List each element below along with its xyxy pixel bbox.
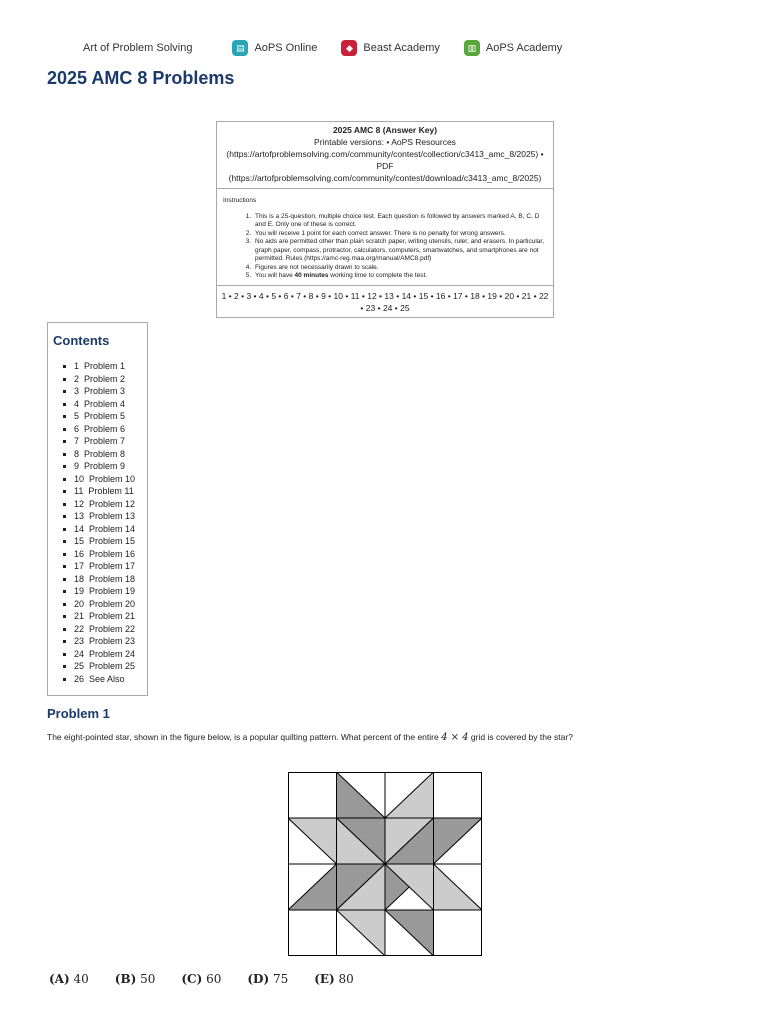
nav-link-label: AoPS Online [254, 42, 318, 54]
toc-item-number: 10 [74, 473, 85, 484]
problem-link-20[interactable]: 20 [504, 290, 515, 301]
choice-value: 40 [69, 972, 89, 986]
star-triangle [337, 772, 386, 818]
problem-link-19[interactable]: 19 [487, 290, 497, 301]
aops-online-icon: ▤ [232, 40, 248, 56]
toc-item-number: 3 [74, 386, 80, 396]
toc-item[interactable] [74, 498, 147, 511]
toc-item-label: Problem 2 [84, 373, 126, 384]
problem-link-23[interactable]: 23 [365, 302, 376, 313]
instruction-item: 3. No aids are permitted other than plain scratch paper, writing utensils, ruler, and erasers. In particular, graph paper, compass, protractor, calculators, computers, smartwatches, and smartphones are not permitted. Rules (https://amc-reg.maa.org/manual/AMC8.pdf) [253, 238, 547, 264]
nav-link-label: AoPS Academy [485, 42, 563, 54]
choice-value: 50 [136, 972, 156, 986]
instruction-item: 1. This is a 25-question, multiple choice test. Each question is followed by answers marked A, B, C, D and E. Only one of these is correct. [253, 213, 547, 230]
top-navigation [83, 38, 586, 58]
toc-item-number: 2 [74, 373, 80, 384]
toc-item[interactable] [74, 548, 147, 561]
problem-link-24[interactable]: 24 [382, 302, 393, 313]
aops-academy-icon: ▥ [464, 40, 480, 56]
problem-1-heading: Problem 1 [47, 706, 110, 721]
answer-choice [247, 972, 288, 986]
star-triangle [288, 818, 337, 864]
separator-bullet: • [445, 290, 454, 301]
toc-item-label: Problem 6 [84, 423, 126, 434]
problem-link-12[interactable]: 12 [367, 290, 377, 301]
problem-math: 4 × 4 [441, 732, 469, 743]
nav-link-aops-online[interactable] [232, 40, 317, 56]
toc-item-label: Problem 19 [89, 586, 136, 596]
toc-item-number: 7 [74, 436, 80, 446]
toc-item-number: 12 [74, 498, 85, 509]
instructions-block [217, 189, 553, 286]
separator-bullet: • [531, 290, 539, 301]
star-triangle [385, 910, 434, 956]
toc-item-number: 13 [74, 511, 85, 521]
toc-item[interactable] [74, 660, 147, 673]
problem-link-8[interactable]: 8 [308, 290, 314, 301]
toc-item[interactable] [74, 510, 147, 523]
answer-choice [314, 972, 354, 986]
toc-title: Contents [53, 333, 110, 348]
answer-key-link[interactable]: Answer Key [385, 125, 435, 135]
toc-item-label: Problem 13 [89, 511, 136, 521]
toc-item-number: 4 [74, 398, 80, 409]
toc-item[interactable] [74, 535, 147, 548]
instruction-text: You will have [255, 272, 295, 279]
toc-item-label: Problem 12 [89, 498, 136, 509]
problem-text-part: The eight-pointed star, shown in the figure below, is a popular quilting pattern. What percent of the entire [47, 732, 442, 742]
toc-item-label: Problem 8 [84, 448, 126, 459]
toc-item-label: Problem 3 [84, 386, 126, 396]
toc-item-label: Problem 21 [89, 611, 136, 621]
toc-item-number: 23 [74, 636, 85, 646]
toc-item-number: 17 [74, 561, 85, 571]
problem-link-3[interactable]: 3 [246, 290, 252, 301]
toc-item-number: 19 [74, 586, 85, 596]
toc-item[interactable] [74, 360, 147, 373]
toc-item-label: Problem 7 [84, 436, 126, 446]
separator-bullet: • [392, 302, 401, 313]
separator-bullet: • [375, 302, 383, 313]
toc-item[interactable] [74, 648, 147, 661]
infobox-title [221, 124, 549, 136]
separator-bullet: • [288, 290, 297, 301]
separator-bullet: • [325, 290, 334, 301]
toc-item-number: 15 [74, 536, 85, 546]
separator-bullet: • [479, 290, 488, 301]
separator-bullet: • [300, 290, 309, 301]
problem-link-9[interactable]: 9 [321, 290, 326, 301]
toc-item-label: Problem 22 [89, 623, 136, 634]
toc-item-number: 9 [74, 461, 80, 471]
nav-link-aops-academy[interactable] [464, 40, 562, 56]
toc-item-label: Problem 14 [89, 523, 136, 534]
choice-letter: (E) [314, 972, 335, 986]
problem-link-11[interactable]: 11 [350, 290, 360, 301]
toc-list [48, 360, 147, 685]
instruction-time: 40 minutes [294, 272, 329, 279]
toc-item-label: Problem 9 [84, 461, 126, 471]
answer-choice [181, 972, 221, 986]
star-triangle [434, 864, 483, 910]
toc-item-label: Problem 17 [89, 561, 136, 571]
choice-letter: (B) [114, 972, 137, 986]
toc-item-label: Problem 1 [84, 361, 126, 371]
contest-infobox [216, 121, 554, 318]
separator-bullet: • [428, 290, 436, 301]
toc-item[interactable] [74, 460, 147, 473]
problem-link-7[interactable]: 7 [296, 290, 301, 301]
problem-link-13[interactable]: 13 [384, 290, 394, 301]
toc-item-label: Problem 16 [89, 548, 136, 559]
toc-item-number: 25 [74, 661, 85, 671]
separator-bullet: • [342, 290, 351, 301]
toc-item-number: 1 [74, 361, 80, 371]
separator-bullet: • [462, 290, 471, 301]
separator-bullet: • [238, 290, 247, 301]
page-title: 2025 AMC 8 Problems [47, 68, 235, 88]
choice-value: 75 [269, 972, 289, 986]
toc-item-label: Problem 11 [88, 486, 134, 496]
separator-bullet: • [263, 290, 272, 301]
separator-bullet: • [313, 290, 322, 301]
toc-item-number: 21 [74, 611, 85, 621]
site-brand[interactable]: Art of Problem Solving [83, 42, 193, 54]
instructions-list [223, 213, 547, 281]
answer-choice [49, 972, 89, 986]
answer-choice [115, 972, 156, 986]
toc-item-number: 22 [74, 623, 85, 634]
star-triangle [385, 772, 434, 818]
beast-academy-icon: ◆ [341, 40, 357, 56]
toc-item[interactable] [74, 598, 147, 611]
toc-item-number: 20 [74, 598, 85, 609]
toc-item-label: Problem 5 [84, 411, 126, 421]
toc-item-label: Problem 4 [84, 398, 126, 409]
printable-versions[interactable]: Printable versions: • AoPS Resources (https://artofproblemsolving.com/community/contest/collection/c3413_amc_8/2025) • PDF (https://artofproblemsolving.com/community/contest/download/c3413_amc_8/2025) [226, 137, 544, 183]
problem-link-17[interactable]: 17 [453, 290, 463, 301]
toc-item-label: Problem 10 [89, 473, 136, 484]
problem-link-6[interactable]: 6 [283, 290, 289, 301]
choice-letter: (C) [181, 972, 203, 986]
toc-item-label: Problem 18 [89, 573, 136, 584]
toc-item[interactable] [74, 673, 147, 686]
separator-bullet: • [411, 290, 419, 301]
toc-item[interactable] [74, 398, 147, 411]
toc-item-number: 24 [74, 648, 85, 659]
separator-bullet: • [226, 290, 235, 301]
toc-item-label: Problem 24 [89, 648, 136, 659]
toc-item[interactable] [74, 410, 147, 423]
toc-item-label: Problem 23 [89, 636, 136, 646]
toc-item[interactable] [74, 373, 147, 386]
separator-bullet: • [360, 302, 366, 313]
problem-link-16[interactable]: 16 [435, 290, 446, 301]
toc-item-number: 5 [74, 411, 80, 421]
table-of-contents [47, 322, 148, 696]
toc-item[interactable] [74, 635, 147, 648]
toc-item[interactable] [74, 610, 147, 623]
toc-item[interactable] [74, 623, 147, 636]
eight-pointed-star-figure [288, 772, 482, 956]
toc-item-number: 14 [74, 523, 85, 534]
problem-number-links [217, 286, 553, 317]
answer-choices [49, 972, 380, 986]
infobox-title-text: 2025 AMC 8 ( [332, 125, 386, 135]
problem-link-4[interactable]: 4 [258, 290, 264, 301]
toc-item[interactable] [74, 423, 147, 436]
problem-text-part: grid is covered by the star? [468, 732, 573, 742]
toc-item[interactable] [74, 473, 147, 486]
problem-link-1[interactable]: 1 [221, 290, 227, 301]
toc-item[interactable] [74, 448, 147, 461]
toc-item-number: 18 [74, 573, 85, 584]
problem-link-18[interactable]: 18 [470, 290, 480, 301]
toc-item-number: 11 [74, 486, 84, 496]
problem-1-text [47, 732, 573, 743]
separator-bullet: • [251, 290, 259, 301]
problem-link-14[interactable]: 14 [401, 290, 412, 301]
choice-letter: (A) [49, 972, 70, 986]
separator-bullet: • [276, 290, 284, 301]
toc-item[interactable] [74, 523, 147, 536]
star-triangle [288, 864, 337, 910]
problem-link-25[interactable]: 25 [400, 302, 410, 313]
toc-item-label: See Also [89, 673, 125, 684]
problem-link-5[interactable]: 5 [271, 290, 277, 301]
separator-bullet: • [359, 290, 368, 301]
separator-bullet: • [514, 290, 522, 301]
instructions-label: Instructions [223, 197, 257, 204]
separator-bullet: • [393, 290, 402, 301]
infobox-header [217, 122, 553, 189]
toc-item[interactable] [74, 560, 147, 573]
choice-value: 80 [334, 972, 354, 986]
toc-item[interactable] [74, 385, 147, 398]
infobox-title-end: ) [434, 125, 438, 135]
problem-link-22[interactable]: 22 [538, 290, 549, 301]
toc-item-number: 6 [74, 423, 80, 434]
instruction-item: 2. You will receive 1 point for each correct answer. There is no penalty for wrong answers. [253, 230, 547, 239]
toc-item-label: Problem 15 [89, 536, 136, 546]
separator-bullet: • [376, 290, 385, 301]
nav-link-beast-academy[interactable] [341, 40, 439, 56]
toc-item[interactable] [74, 585, 147, 598]
instruction-item: 4. Figures are not necessarily drawn to scale. [253, 264, 547, 273]
star-triangle [434, 818, 483, 864]
instruction-text: working time to complete the test. [328, 272, 428, 279]
instruction-item [253, 272, 547, 281]
star-triangle [337, 910, 386, 956]
problem-link-21[interactable]: 21 [521, 290, 532, 301]
toc-item-label: Problem 25 [89, 661, 136, 671]
problem-link-15[interactable]: 15 [418, 290, 429, 301]
toc-item[interactable] [74, 485, 147, 498]
toc-item-label: Problem 20 [89, 598, 136, 609]
choice-letter: (D) [247, 972, 270, 986]
choice-value: 60 [202, 972, 222, 986]
toc-item[interactable] [74, 435, 147, 448]
problem-link-10[interactable]: 10 [333, 290, 343, 301]
nav-link-label: Beast Academy [363, 42, 440, 54]
toc-item-number: 8 [74, 448, 80, 459]
problem-link-2[interactable]: 2 [234, 290, 239, 301]
toc-item-number: 16 [74, 548, 85, 559]
separator-bullet: • [496, 290, 505, 301]
toc-item-number: 26 [74, 673, 85, 684]
toc-item[interactable] [74, 573, 147, 586]
